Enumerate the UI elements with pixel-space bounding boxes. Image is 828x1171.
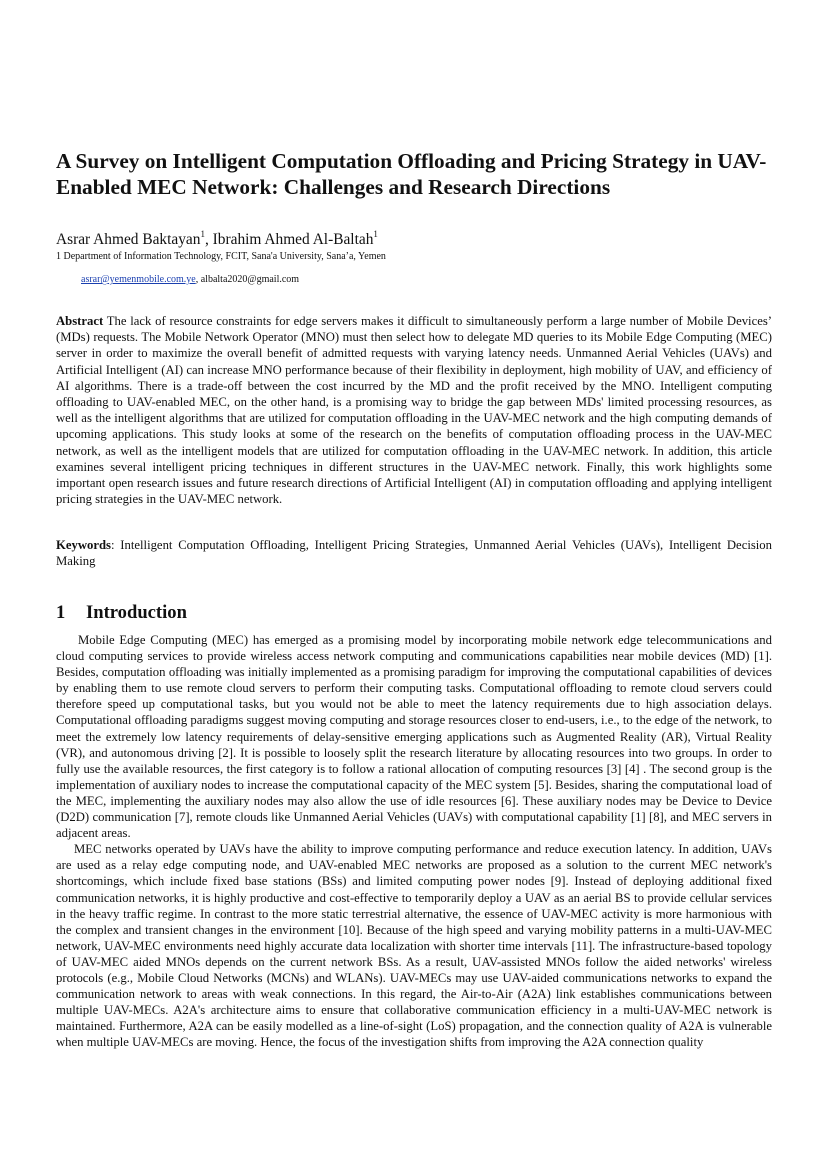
email-link[interactable]: asrar@yemenmobile.com.ye xyxy=(81,274,196,285)
author-name: Asrar Ahmed Baktayan xyxy=(56,231,201,249)
abstract-text: The lack of resource constraints for edge servers makes it difficult to simultaneously perform a large number of Mobile Devices’ (MDs) requests. The Mobile Network Operator (MNO) must then select how to delegate MD queries to its Mobile Edge Computing (MEC) server in order to maximize the overall benefit of admitted requests with varying latency needs. Unmanned Aerial Vehicles (UAVs) and Artificial Intelligent (AI) can increase MNO performance because of their flexibility in deployment, high mobility of UAV, and efficiency of AI algorithms. There is a trade-off between the cost incurred by the MD and the profit received by the MNO. Intelligent computing offloading to UAV-enabled MEC, on the other hand, is a promising way to bridge the gap between MDs' limited processing resources, as well as the intelligent algorithms that are utilized for computation offloading in the UAV-MEC network and the high computing demands of upcoming applications. This study looks at some of the research on the benefits of computation offloading process in the UAV-MEC network, as well as the intelligent models that are utilized for computation offloading in the UAV-MEC network. In addition, this article examines several intelligent pricing techniques in different structures in the UAV-MEC network. Finally, this work highlights some important open research issues and future research directions of Artificial Intelligent (AI) in computation offloading and applying intelligent pricing strategies in the UAV-MEC network. xyxy=(56,314,772,507)
email-text: , albalta2020@gmail.com xyxy=(195,274,300,285)
affiliation-marker: 1 xyxy=(373,229,378,239)
section-number: 1 xyxy=(56,602,66,623)
section-title: Introduction xyxy=(86,602,187,623)
author-list xyxy=(56,226,772,249)
section-body xyxy=(56,632,772,1050)
abstract-label: Abstract xyxy=(56,314,104,328)
keywords-text: : Intelligent Computation Offloading, Intelligent Pricing Strategies, Unmanned Aerial Vehicles (UAVs), Intelligent Decision Making xyxy=(56,538,772,569)
affiliation-marker: 1 xyxy=(200,229,205,239)
body-paragraph: MEC networks operated by UAVs have the ability to improve computing performance and reduce execution latency. In addition, UAVs are used as a relay edge computing node, and UAV-enabled MEC networks are proposed as a solution to the current MEC network's shortcomings, which include fixed base stations (BSs) and limited computing power nodes [9]. Instead of deploying additional fixed communication networks, it is highly productive and cost-effective to temporarily deploy a UAV as an aerial BS to provide cellular services in the heavy traffic regime. In contrast to the more static terrestrial alternative, the essence of UAV-MEC activity is more harmonious with the complex and transient changes in the environment [10]. Because of the high speed and varying mobility patterns in a multi-UAV-MEC network, UAV-MEC environments need highly accurate data localization with shorter time intervals [11]. The infrastructure-based topology of UAV-MEC aided MNOs depends on the current network BSs. As a result, UAV-assisted MNOs follow the aided networks' wireless protocols (e.g., Mobile Cloud Networks (MCNs) and WLANs). UAV-MECs may use UAV-aided communications networks to expand the communication network to areas with weak connections. In this regard, the Air-to-Air (A2A) link establishes communications between multiple UAV-MECs. A2A's architecture aims to ensure that collaborative communication efficiency in a multi-UAV-MEC network is maintained. Furthermore, A2A can be easily modelled as a line-of-sight (LoS) propagation, and the connection quality of A2A is vulnerable when multiple UAV-MECs are moving. Hence, the focus of the investigation shifts from improving the A2A connection quality xyxy=(56,842,772,1050)
body-paragraph: Mobile Edge Computing (MEC) has emerged as a promising model by incorporating mobile network edge telecommunications and cloud computing services to provide wireless access network computing and communications capabilities near mobile devices (MD) [1]. Besides, computation offloading was initially implemented as a promising paradigm for improving the computational capabilities of devices by enabling them to use remote cloud servers to perform their computing tasks. Computational offloading to remote cloud servers could therefore speed up computational tasks, but you would not be able to meet the latency requirements due to high association delays. Computational offloading paradigms suggest moving computing and storage resources closer to end-users, i.e., to the edge of the network, to meet the extremely low latency requirements of delay-sensitive emerging applications such as Augmented Reality (AR), Virtual Reality (VR), and autonomous driving [2]. It is possible to loosely split the research literature by allocating resources into two groups. In order to fully use the available resources, the first category is to follow a rational allocation of computing resources [3] [4] . The second group is the implementation of auxiliary nodes to increase the computational capacity of the MEC system [5]. Besides, sharing the computational load of the MEC, implementing the auxiliary nodes may also allow the use of idle resources [6]. These auxiliary nodes may be Device to Device (D2D) communication [7], remote clouds like Unmanned Aerial Vehicles (UAVs) with computational capability [1] [8], and MEC servers in adjacent areas. xyxy=(56,633,772,841)
section-heading xyxy=(56,602,772,624)
abstract xyxy=(56,313,772,507)
keywords xyxy=(56,537,772,569)
keywords-label: Keywords xyxy=(56,538,111,552)
author-separator: , xyxy=(204,231,213,249)
author-name: Ibrahim Ahmed Al-Baltah xyxy=(212,231,374,249)
affiliation: 1 Department of Information Technology, FCIT, Sana'a University, Sana’a, Yemen xyxy=(56,251,386,262)
paper-title: A Survey on Intelligent Computation Offloading and Pricing Strategy in UAV-Enabled MEC Network: Challenges and Research Directions xyxy=(56,149,767,199)
author-emails xyxy=(81,274,761,286)
